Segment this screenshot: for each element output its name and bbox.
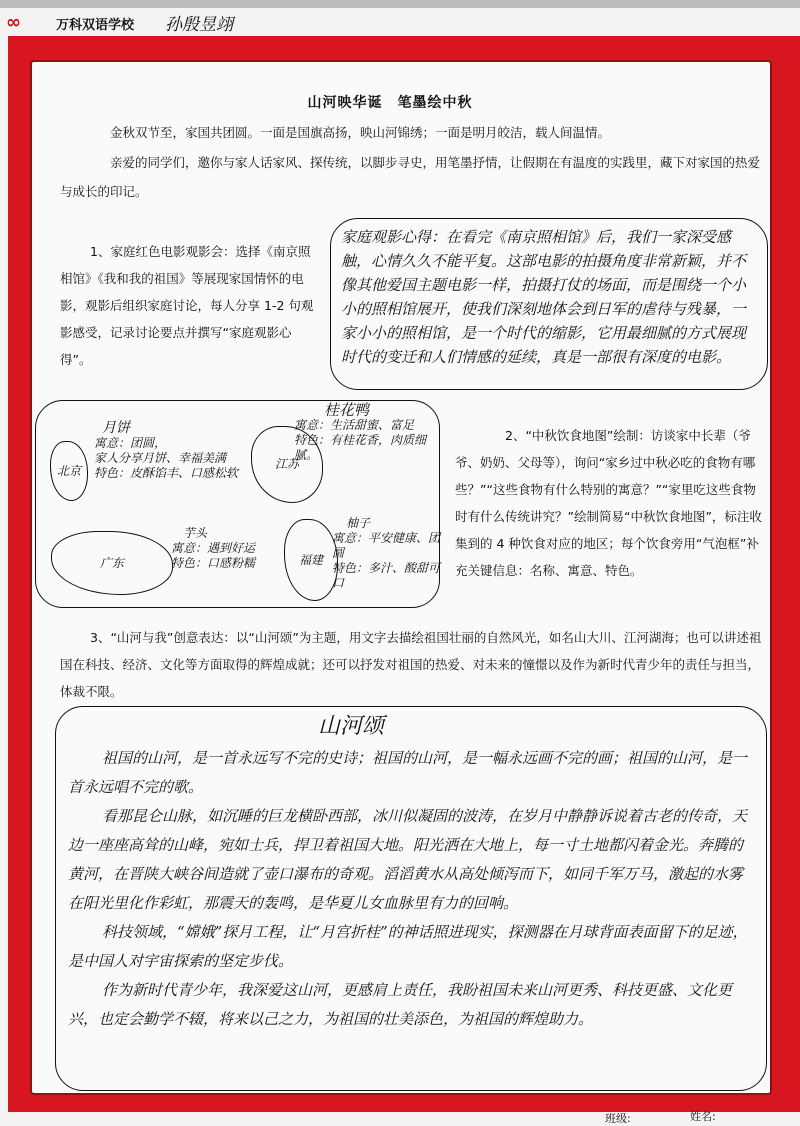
- map-region-guangdong: [51, 531, 173, 595]
- page-title: 山河映华诞 笔墨绘中秋: [307, 95, 473, 111]
- food-extra: 家人分享月饼、幸福美满: [94, 451, 227, 465]
- map-region-fujian: [284, 519, 338, 601]
- region-label: 广东: [99, 555, 124, 570]
- food-feature: 特色：有桂花香，肉质细腻。: [294, 433, 427, 462]
- region-label: 江苏: [274, 457, 299, 471]
- poem-box: [55, 706, 767, 1091]
- school-name: 万科双语学校: [56, 18, 135, 33]
- food-name: 桂花鸭: [324, 401, 370, 419]
- poem-title: 山河颂: [317, 714, 384, 739]
- food-meaning: 寓意：遇到好运: [171, 541, 256, 555]
- movie-note-text: 家庭观影心得：在看完《南京照相馆》后，我们一家深受感触，心情久久不能平复。这部电影的拍摄角度非常新颖，并不像其他爱国主题电影一样，拍摄打仗的场面，而是围绕一个小小的照相馆展开，使我们深刻地体会到日军的虐待与残暴，一家小小的照相馆，是一个时代的缩影，它用最细腻的方式展现时代的变迁和人们情感的延续，真是一部很有深度的电影。: [341, 228, 747, 366]
- food-note-guangdong: [171, 526, 281, 571]
- student-name-handwritten: 孙殷昱翊: [165, 15, 233, 35]
- region-label: 北京: [56, 463, 81, 478]
- task-3-text: 3、“山河与我”创意表达：以“山河颂”为主题，用文字去描绘祖国壮丽的自然风光，如名山大川、江河湖海；也可以讲述祖国在科技、经济、文化等方面取得的辉煌成就；还可以抒发对祖国的热爱、对未来的憧憬以及作为新时代青少年的责任与担当，体裁不限。: [60, 630, 762, 699]
- food-feature: 特色：多汁、酸甜可口: [332, 561, 441, 590]
- top-strip: [0, 0, 800, 8]
- food-meaning: 寓意：平安健康、团圆: [332, 531, 441, 560]
- intro-line-2: 亲爱的同学们，邀你与家人话家风、探传统，以脚步寻史，用笔墨抒情，让假期在有温度的实践里，藏下对家国的热爱与成长的印记。: [60, 155, 761, 199]
- poem-paragraph: 科技领域，“嫦娥”探月工程，让“月宫折桂”的神话照进现实，探测器在月球背面表面留下的足迹，是中国人对宇宙探索的坚定步伐。: [68, 923, 748, 970]
- movie-note-box: [330, 218, 768, 390]
- poem-paragraph: 作为新时代青少年，我深爱这山河，更感肩上责任，我盼祖国未来山河更秀、科技更盛、文化更兴，也定会勤学不辍，将来以己之力，为祖国的壮美添色，为祖国的辉煌助力。: [68, 981, 733, 1028]
- region-label: 福建: [298, 552, 323, 567]
- class-label: 班级:: [605, 1112, 631, 1125]
- food-note-beijing: [94, 421, 274, 481]
- task-1-text: 1、家庭红色电影观影会：选择《南京照相馆》《我和我的祖国》等展现家国情怀的电影，观影后组织家庭讨论，每人分享 1-2 句观影感受，记录讨论要点并撰写“家庭观影心得”。: [60, 244, 314, 367]
- school-logo-icon: ∞: [6, 12, 21, 33]
- food-name: 柚子: [346, 516, 371, 530]
- food-name: 芋头: [183, 526, 208, 540]
- intro-line-1: 金秋双节至，家国共团圆。一面是国旗高扬，映山河锦绣；一面是明月皎洁，载人间温情。: [110, 125, 611, 140]
- food-note-jiangsu: [294, 403, 439, 463]
- poem-paragraph: 看那昆仑山脉，如沉睡的巨龙横卧西部，冰川似凝固的波涛，在岁月中静静诉说着古老的传奇，天边一座座高耸的山峰，宛如士兵，捍卫着祖国大地。阳光洒在大地上，每一寸土地都闪着金光。奔腾的黄河，在晋陕大峡谷间造就了壶口瀑布的奇观。滔滔黄水从高处倾泻而下，如同千军万马，激起的水雾在阳光里化作彩虹，那震天的轰鸣，是华夏儿女血脉里有力的回响。: [68, 807, 748, 912]
- food-note-fujian: [332, 516, 440, 591]
- name-label: 姓名:: [690, 1110, 716, 1123]
- food-map-box: [35, 400, 440, 608]
- poem-paragraph: 祖国的山河，是一首永远写不完的史诗；祖国的山河，是一幅永远画不完的画；祖国的山河，是一首永远唱不完的歌。: [68, 749, 748, 796]
- food-feature: 特色：口感粉糯: [171, 556, 256, 570]
- map-region-beijing: [50, 441, 88, 501]
- food-meaning: 寓意：生活甜蜜、富足: [294, 418, 415, 432]
- food-meaning: 寓意：团圆，: [94, 436, 167, 450]
- food-name: 月饼: [102, 420, 130, 436]
- task-2-text: 2、“中秋饮食地图”绘制：访谈家中长辈（爷爷、奶奶、父母等），询问“家乡过中秋必吃的食物有哪些？”“这些食物有什么特别的寓意？”“家里吃这些食物时有什么传统讲究？”绘制简易“中秋饮食地图”，标注收集到的 4 种饮食对应的地区；每个饮食旁用“气泡框”补充关键信息：名称、寓意、特色。: [455, 428, 762, 578]
- food-feature: 特色：皮酥馅丰、口感松软: [94, 466, 239, 480]
